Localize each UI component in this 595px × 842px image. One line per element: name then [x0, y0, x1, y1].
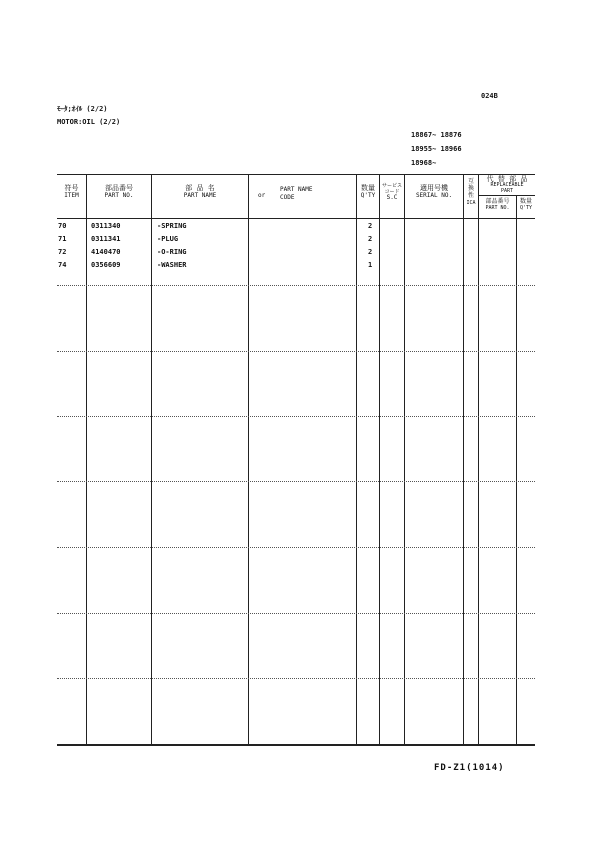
row-separator: [57, 547, 535, 548]
row-separator: [57, 481, 535, 482]
qty-cell: 2: [368, 248, 373, 256]
header-part-name: 部 品 名 PART NAME: [183, 184, 217, 200]
col-divider-item: [86, 174, 87, 744]
item-cell: 74: [58, 261, 67, 269]
header-ica: 互 換 性 ICA: [466, 178, 476, 206]
col-divider-ica: [478, 174, 479, 744]
header-or: or: [258, 192, 266, 199]
col-divider-name: [248, 174, 249, 744]
row-separator: [57, 416, 535, 417]
col-divider-repl: [516, 195, 517, 744]
page-code: 024B: [481, 92, 498, 100]
item-cell: 72: [58, 248, 67, 256]
title-jp: ﾓｰﾀ;ｵｲﾙ (2/2): [57, 105, 108, 113]
replaceable-sub-border: [478, 195, 535, 196]
title-en: MOTOR:OIL (2/2): [57, 118, 121, 126]
col-divider-serial: [463, 174, 464, 744]
part-no-cell: 0311340: [91, 222, 121, 230]
serial-range-1: 18867~ 18876: [411, 131, 462, 139]
header-service-code: サービス コード S.C: [381, 183, 402, 201]
header-serial: 適用号機 SERIAL NO.: [415, 184, 453, 200]
header-repl-qty: 数量 Q'TY: [519, 198, 533, 212]
part-no-cell: 0356609: [91, 261, 121, 269]
table-bottom-border: [57, 744, 535, 746]
row-separator: [57, 613, 535, 614]
row-separator: [57, 678, 535, 679]
col-divider-partno: [151, 174, 152, 744]
header-replaceable: 代 替 部 品 REPLACEABLE PART: [486, 175, 528, 194]
col-divider-qty: [379, 174, 380, 744]
part-name-cell: -WASHER: [157, 261, 187, 269]
part-name-cell: -SPRING: [157, 222, 187, 230]
header-part-no: 部品番号 PART NO.: [104, 184, 134, 200]
col-divider-code: [356, 174, 357, 744]
part-no-cell: 0311341: [91, 235, 121, 243]
item-cell: 70: [58, 222, 67, 230]
header-qty: 数量 Q'TY: [360, 184, 376, 200]
header-code: PART NAME CODE: [280, 186, 313, 202]
footer-code: FD-Z1(1014): [434, 763, 505, 773]
serial-range-2: 18955~ 18966: [411, 145, 462, 153]
item-cell: 71: [58, 235, 67, 243]
serial-range-3: 18968~: [411, 159, 437, 167]
part-name-cell: -PLUG: [157, 235, 179, 243]
col-divider-sc: [404, 174, 405, 744]
qty-cell: 1: [368, 261, 373, 269]
header-repl-part-no: 部品番号 PART NO.: [485, 198, 510, 212]
row-separator: [57, 285, 535, 286]
qty-cell: 2: [368, 222, 373, 230]
part-no-cell: 4140470: [91, 248, 121, 256]
row-separator: [57, 351, 535, 352]
part-name-cell: -O-RING: [157, 248, 187, 256]
header-item: 符号 ITEM: [64, 184, 79, 200]
qty-cell: 2: [368, 235, 373, 243]
